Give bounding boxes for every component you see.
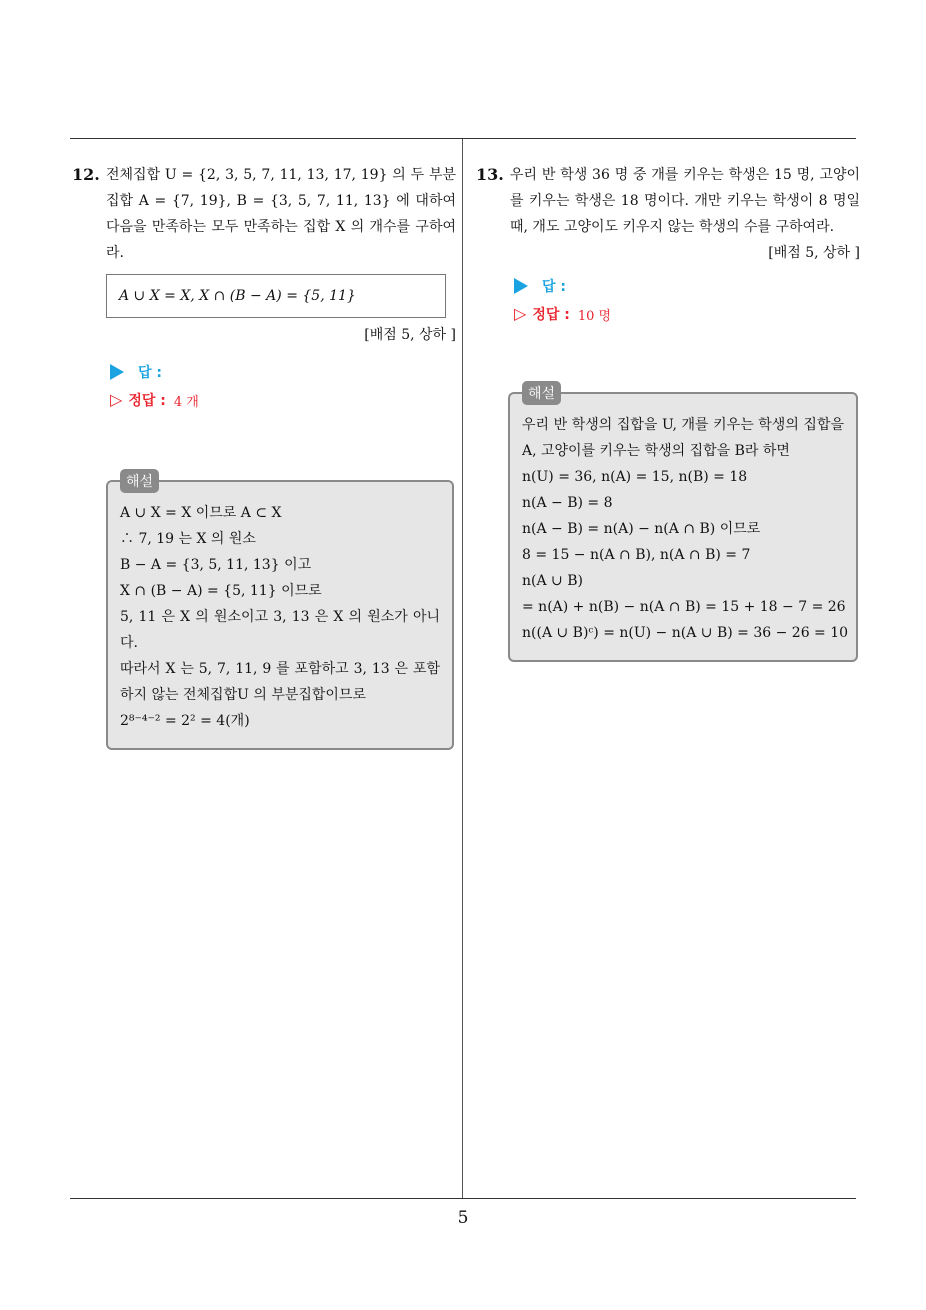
solution-box — [508, 386, 858, 662]
solution-tab: 해설 — [522, 381, 561, 405]
question-number: 13. — [476, 165, 504, 184]
question-13 — [476, 162, 860, 662]
answer-line — [110, 358, 456, 386]
solution-line: n(U) = 36, n(A) = 15, n(B) = 18 — [522, 469, 748, 485]
solution-line: A ∪ X = X 이므로 A ⊂ X — [120, 505, 282, 521]
correct-value: 4 개 — [173, 394, 199, 410]
question-text-body: 우리 반 학생 36 명 중 개를 키우는 학생은 15 명, 고양이를 키우는 학생은 18 명이다. 개만 키우는 학생이 8 명일 때, 개도 고양이도 키우지 않는 학생의 수를 구하여라. — [510, 167, 860, 235]
question-13-header — [476, 162, 860, 266]
solution-line: 2⁸⁻⁴⁻² = 2² = 4(개) — [120, 713, 250, 729]
bottom-rule — [70, 1198, 856, 1199]
play-triangle-icon — [110, 364, 124, 380]
outline-triangle-icon: ▷ — [110, 390, 123, 409]
answer-label: 답 : — [542, 279, 566, 295]
answer-line — [514, 272, 860, 300]
solution-line: B − A = {3, 5, 11, 13} 이고 — [120, 557, 312, 573]
page-number: 5 — [457, 1208, 469, 1228]
condition-box: A ∪ X = X, X ∩ (B − A) = {5, 11} — [106, 274, 446, 318]
correct-value: 10 명 — [577, 308, 612, 324]
solution-line: n(A − B) = n(A) − n(A ∩ B) 이므로 — [522, 521, 761, 537]
solution-line: n(A ∪ B) — [522, 573, 583, 589]
play-triangle-icon — [514, 278, 528, 294]
question-number: 12. — [72, 165, 100, 184]
column-divider — [462, 139, 463, 1198]
solution-line: 5, 11 은 X 의 원소이고 3, 13 은 X 의 원소가 아니다. — [120, 609, 440, 651]
solution-line: = n(A) + n(B) − n(A ∩ B) = 15 + 18 − 7 = 26 — [522, 599, 846, 615]
question-text — [510, 162, 860, 266]
correct-answer-line — [110, 386, 456, 414]
solution-line: X ∩ (B − A) = {5, 11} 이므로 — [120, 583, 322, 599]
answer-label: 답 : — [138, 365, 162, 381]
question-12-header — [72, 162, 456, 266]
question-text: 전체집합 U = {2, 3, 5, 7, 11, 13, 17, 19} 의 두 부분집합 A = {7, 19}, B = {3, 5, 7, 11, 13} 에 대하여 다음을 만족하는 모두 만족하는 집합 X 의 개수를 구하여라. — [106, 167, 456, 261]
solution-line: 우리 반 학생의 집합을 U, 개를 키우는 학생의 집합을 A, 고양이를 키우는 학생의 집합을 B라 하면 — [522, 417, 844, 459]
solution-line: ∴ 7, 19 는 X 의 원소 — [120, 531, 256, 547]
correct-label: 정답 : — [532, 307, 570, 323]
solution-box — [106, 474, 454, 750]
outline-triangle-icon: ▷ — [514, 304, 527, 323]
solution-line: n(A − B) = 8 — [522, 495, 613, 511]
solution-tab: 해설 — [120, 469, 159, 493]
score-label: [배점 5, 상하 ] — [364, 327, 456, 343]
solution-line: n((A ∪ B)ᶜ) = n(U) − n(A ∪ B) = 36 − 26 = 10 — [522, 625, 849, 641]
correct-label: 정답 : — [128, 393, 166, 409]
top-rule — [70, 138, 856, 139]
solution-line: 8 = 15 − n(A ∩ B), n(A ∩ B) = 7 — [522, 547, 751, 563]
solution-line: 따라서 X 는 5, 7, 11, 9 를 포함하고 3, 13 은 포함하지 않는 전체집합U 의 부분집합이므로 — [120, 661, 440, 703]
score-label: [배점 5, 상하 ] — [768, 245, 860, 261]
correct-answer-line — [514, 300, 860, 328]
question-12 — [72, 162, 456, 750]
